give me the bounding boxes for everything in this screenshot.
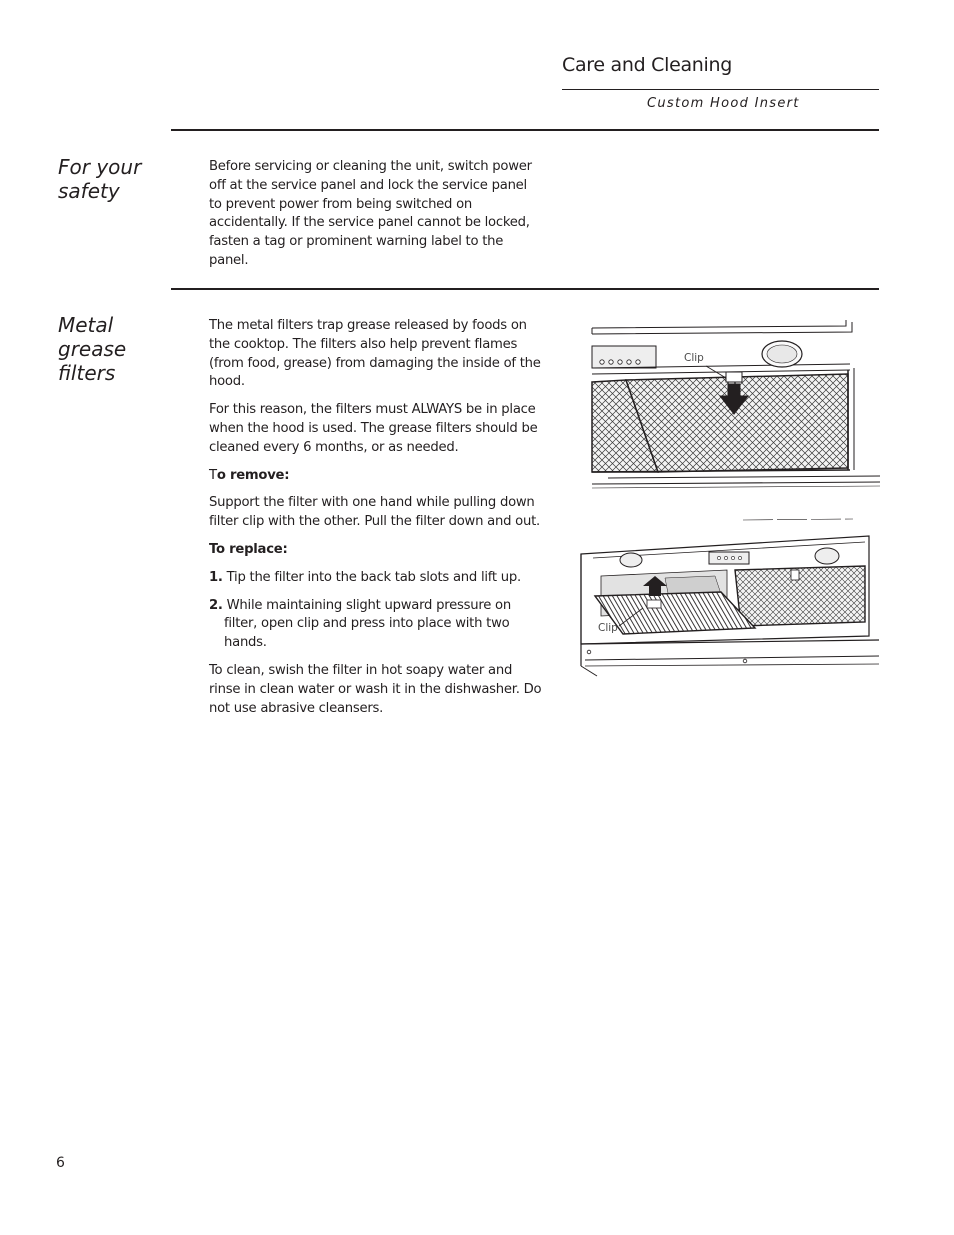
safety-paragraph: Before servicing or cleaning the unit, switch power off at the service panel and lock the service panel to prevent power from being switched on accidentally. If the service panel cannot be locked, fasten a tag or prominent warning label to the panel.	[209, 159, 532, 268]
page-header-title: Care and Cleaning	[562, 54, 733, 76]
filters-heading	[58, 313, 168, 385]
filters-paragraph-2: For this reason, the filters must ALWAYS be in place when the hood is used. The grease filters should be cleaned every 6 months, or as needed.	[209, 402, 538, 455]
filters-heading-line2: grease	[58, 337, 127, 361]
section-divider-middle	[171, 288, 879, 290]
header-divider	[562, 89, 879, 90]
page-number: 6	[56, 1155, 65, 1171]
remove-instructions: Support the filter with one hand while pulling down filter clip with the other. Pull the filter down and out.	[209, 495, 540, 530]
remove-label-prefix: T	[209, 467, 217, 483]
safety-heading-line1: For your	[58, 155, 142, 179]
replace-label: To replace:	[209, 541, 288, 557]
cleaning-instructions: To clean, swish the filter in hot soapy water and rinse in clean water or wash it in the dishwasher. Do not use abrasive cleansers.	[209, 662, 542, 716]
step-1-text: Tip the filter into the back tab slots and lift up.	[226, 569, 521, 585]
safety-heading	[58, 155, 168, 203]
section-divider-top	[171, 129, 879, 131]
page-header-subtitle: Custom Hood Insert	[647, 96, 800, 111]
step-2-text: While maintaining slight upward pressure on filter, open clip and press into place with two hands.	[224, 597, 511, 651]
safety-text-block	[209, 158, 537, 280]
filters-paragraph-1: The metal filters trap grease released by foods on the cooktop. The filters also help prevent flames (from food, grease) from damaging the inside of the hood.	[209, 318, 541, 390]
remove-label-rest: o remove:	[216, 467, 290, 483]
replace-step-2	[209, 597, 544, 653]
remove-label	[209, 467, 544, 486]
bottom-clip-label: Clip	[598, 622, 618, 634]
filters-text-block	[209, 317, 544, 727]
safety-heading-line2: safety	[58, 179, 120, 203]
top-clip-label: Clip	[684, 352, 704, 364]
filter-replacement-illustration	[575, 516, 880, 678]
filters-heading-line1: Metal	[58, 313, 114, 337]
filters-heading-line3: filters	[58, 361, 116, 385]
filter-removal-illustration	[588, 320, 880, 495]
replace-step-1	[209, 569, 544, 588]
step-2-number: 2.	[209, 597, 223, 613]
step-1-number: 1.	[209, 569, 223, 585]
